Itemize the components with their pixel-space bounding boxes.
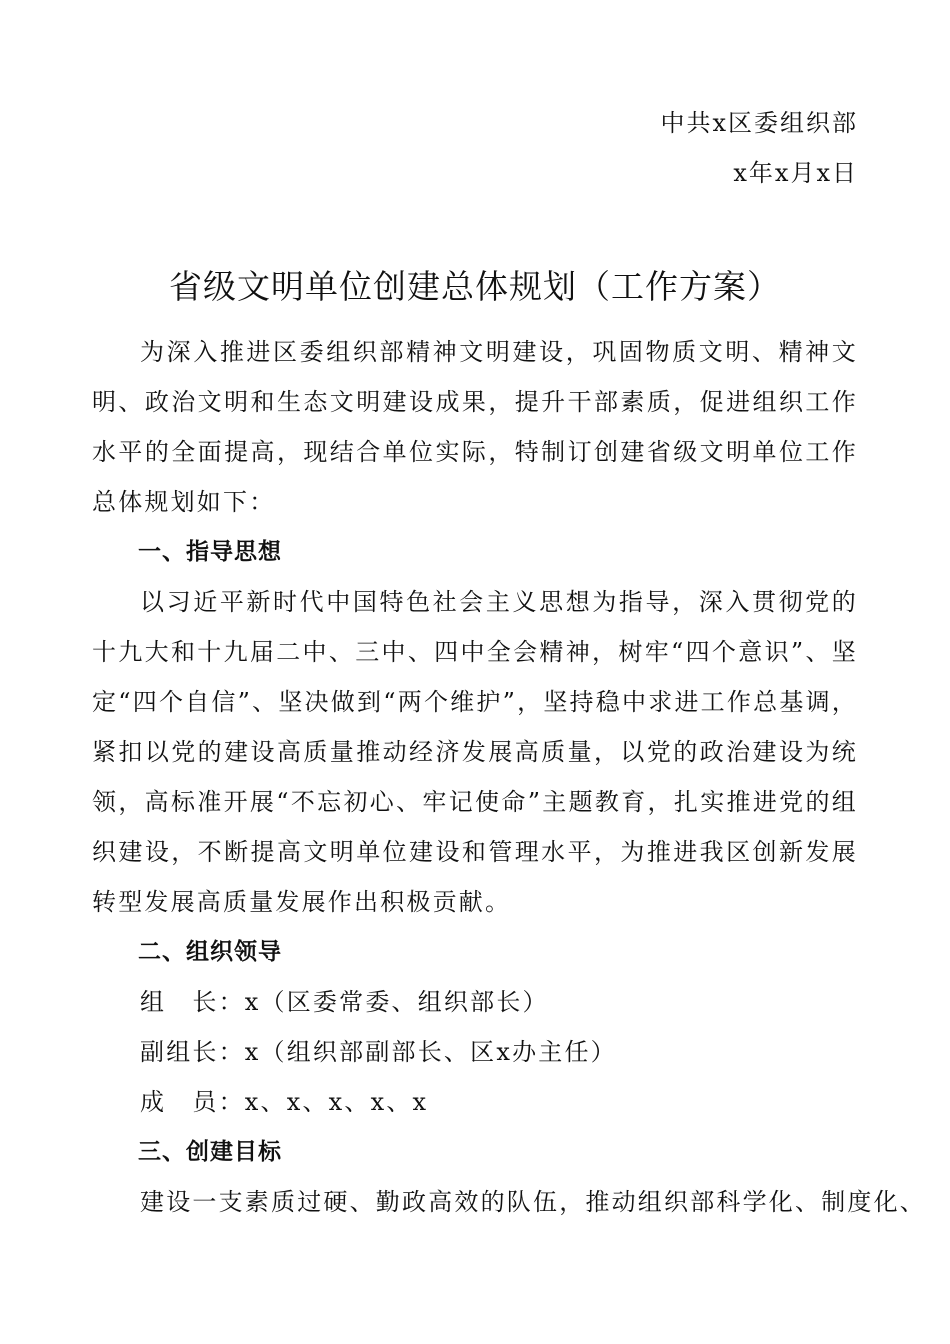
- issuing-organization: 中共x区委组织部: [660, 109, 858, 137]
- goals-paragraph: 建设一支素质过硬、勤政高效的队伍，推动组织部科学化、制度化、: [140, 1188, 926, 1216]
- document-title: 省级文明单位创建总体规划（工作方案）: [169, 267, 781, 306]
- document-body: [92, 327, 926, 1227]
- section-heading-guiding-ideology: 一、指导思想: [138, 539, 282, 565]
- section-heading-goals: 三、创建目标: [138, 1139, 282, 1165]
- guiding-ideology-paragraph: 以习近平新时代中国特色社会主义思想为指导，深入贯彻党的十九大和十九届二中、三中、四中全会精神，树牢“四个意识”、坚定“四个自信”、坚决做到“两个维护”，坚持稳中求进工作总基调，紧扣以党的建设高质量推动经济发展高质量，以党的政治建设为统领，高标准开展“不忘初心、牢记使命”主题教育，扎实推进党的组织建设，不断提高文明单位建设和管理水平，为推进我区创新发展转型发展高质量发展作出积极贡献。: [92, 588, 858, 916]
- section-heading-leadership: 二、组织领导: [138, 939, 282, 965]
- leader-line: 组 长：x（区委常委、组织部长）: [140, 988, 549, 1016]
- issue-date: x年x月x日: [733, 159, 858, 187]
- intro-paragraph: 为深入推进区委组织部精神文明建设，巩固物质文明、精神文明、政治文明和生态文明建设成果，提升干部素质，促进组织工作水平的全面提高，现结合单位实际，特制订创建省级文明单位工作总体规划如下：: [92, 338, 858, 516]
- deputy-leader-line: 副组长：x（组织部副部长、区x办主任）: [140, 1038, 617, 1066]
- members-line: 成 员：x、x、x、x、x: [140, 1088, 429, 1116]
